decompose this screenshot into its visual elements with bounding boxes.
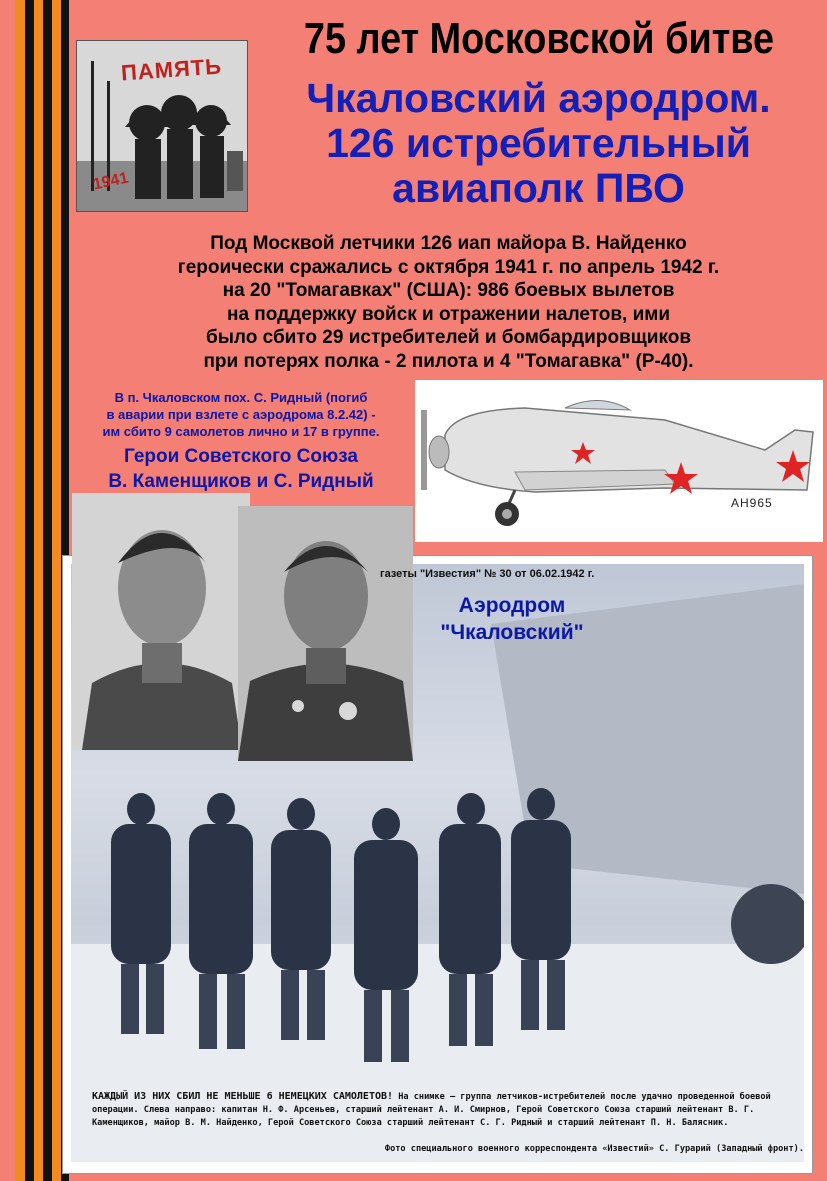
st-george-ribbon [15, 0, 69, 1181]
intro-line: было сбито 29 истребителей и бомбардировщиков [205, 327, 692, 348]
airfield-line: Аэродром [458, 594, 566, 617]
intro-line: на 20 "Томагавках" (США): 986 боевых вылетов [222, 280, 675, 301]
portrait-kamenshchikov [72, 493, 250, 750]
photo-caption [92, 1090, 804, 1130]
newspaper-source: газеты "Известия" № 30 от 06.02.1942 г. [380, 568, 595, 580]
fighter-plane-icon [415, 380, 823, 542]
caption-lead: КАЖДЫЙ ИЗ НИХ СБИЛ НЕ МЕНЬШЕ 6 НЕМЕЦКИХ САМОЛЕТОВ! [92, 1091, 394, 1102]
note-line: в аварии при взлете с аэродрома 8.2.42) - [106, 407, 376, 422]
ridny-note [70, 389, 412, 440]
airfield-label [412, 592, 612, 646]
intro-line: при потерях полка - 2 пилота и 4 "Томагавка" (Р-40). [203, 350, 694, 372]
portrait-ridny [238, 506, 413, 761]
heroes-line: В. Каменщиков и С. Ридный [108, 471, 374, 492]
intro-line: героически сражались с октября 1941 г. по апрель 1942 г. [177, 256, 720, 278]
intro-line: Под Москвой летчики 126 иап майора В. Найденко [210, 233, 687, 254]
airfield-line: "Чкаловский" [440, 621, 584, 644]
poster-word: ПАМЯТЬ [120, 53, 223, 86]
p40-tomahawk-drawing [415, 380, 823, 542]
note-line: им сбито 9 самолетов лично и 17 в группе. [102, 424, 380, 439]
subtitle-line: авиаполк ПВО [392, 165, 685, 211]
intro-line: на поддержку войск и отражении налетов, ими [226, 303, 671, 325]
intro-text [70, 232, 827, 373]
portrait-image [238, 506, 413, 761]
poster-year: 1941 [91, 169, 130, 194]
portrait-image [72, 493, 250, 750]
photo-credit: Фото специального военного корреспондента «Известий» С. Гурарий (Западный фронт). [384, 1144, 804, 1154]
memory-poster [76, 40, 248, 212]
page-title: 75 лет Московской битве [303, 14, 775, 63]
caption-text: На снимке — группа летчиков-истребителей после удачно проведенной боевой операции. Слева направо: капитан Н. Ф. Арсеньев, старший лейтенант А. И. Смирнов, Герой Советского Союза старший лейтенант В. Г. Каменщиков, майор В. М. Найденко, Герой Советского Союза старший лейтенант С. Г. Ридный и старший лейтенант П. Н. Балясник. [92, 1092, 771, 1128]
note-line: В п. Чкаловском пох. С. Ридный (погиб [114, 390, 368, 405]
plane-registration: АН965 [731, 496, 773, 510]
subtitle [250, 76, 827, 211]
heroes-heading [70, 444, 412, 494]
subtitle-line: Чкаловский аэродром. [306, 75, 771, 121]
subtitle-line: 126 истребительный [326, 120, 751, 166]
heroes-line: Герои Советского Союза [124, 446, 358, 467]
